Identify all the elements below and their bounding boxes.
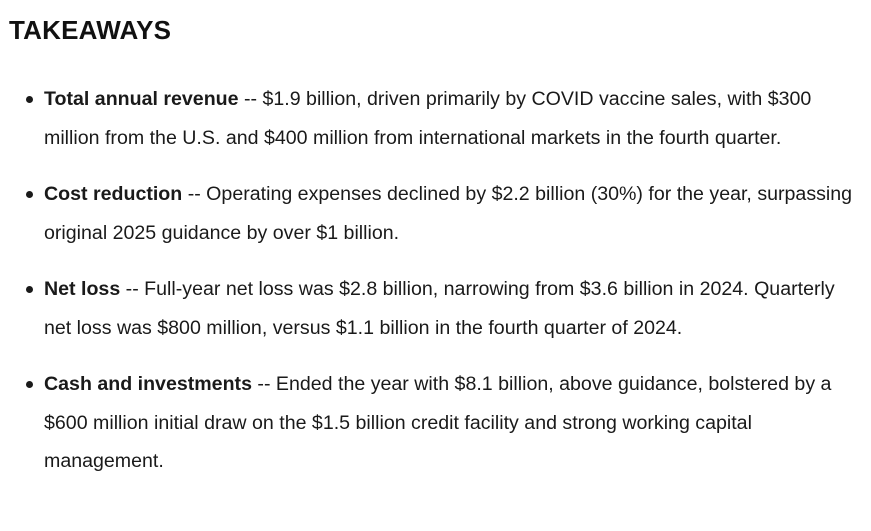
item-text: -- $1.9 billion, driven primarily by COVID vaccine sales, with $300 million from the U.S. and $400 million from international markets in the fourth quarter. — [44, 88, 812, 149]
item-text: -- Operating expenses declined by $2.2 billion (30%) for the year, surpassing original 2025 guidance by over $1 billion. — [44, 183, 853, 244]
bullet-icon — [26, 381, 33, 388]
list-item-net-loss — [9, 270, 871, 347]
item-term: Net loss — [44, 278, 121, 300]
list-item-cash — [9, 365, 871, 481]
item-text: -- Ended the year with $8.1 billion, above guidance, bolstered by a $600 million initial draw on the $1.5 billion credit facility and strong working capital management. — [44, 373, 832, 472]
list-item-cost-reduction — [9, 175, 871, 252]
list-item-revenue — [9, 80, 871, 157]
bullet-icon — [26, 286, 33, 293]
section-heading: TAKEAWAYS — [9, 15, 172, 45]
item-term: Cost reduction — [44, 183, 183, 205]
item-term: Total annual revenue — [44, 88, 239, 110]
bullet-icon — [26, 96, 33, 103]
item-term: Cash and investments — [44, 373, 252, 395]
bullet-icon — [26, 191, 33, 198]
takeaways-list — [9, 80, 871, 481]
item-text: -- Full-year net loss was $2.8 billion, narrowing from $3.6 billion in 2024. Quarterly net loss was $800 million, versus $1.1 billion in the fourth quarter of 2024. — [44, 278, 835, 339]
